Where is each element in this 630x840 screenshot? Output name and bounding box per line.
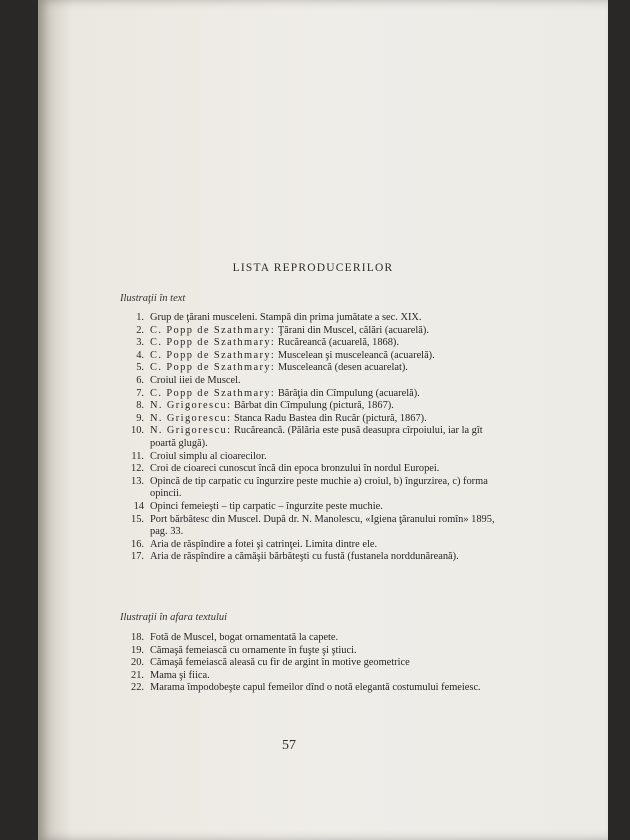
list-item: [110, 388, 495, 401]
illustrations-in-text-list: [110, 312, 495, 564]
item-number: 8.: [136, 400, 144, 412]
item-number: 17.: [131, 551, 144, 563]
list-item: [110, 476, 495, 501]
item-text: Croi de cioareci cunoscut încă din epoca bronzului în nordul Europei.: [150, 463, 440, 475]
item-number: 11.: [131, 450, 144, 462]
item-text: Croiul iiei de Muscel.: [150, 374, 241, 386]
list-item: [110, 670, 495, 683]
item-number: 5.: [136, 362, 144, 374]
item-number: 6.: [136, 374, 144, 386]
item-author: C. Popp de Szathmary:: [150, 349, 276, 361]
page-number: 57: [282, 738, 296, 753]
list-item: [110, 645, 495, 658]
item-number: 13.: [131, 475, 144, 487]
item-author: C. Popp de Szathmary:: [150, 337, 276, 349]
item-author: C. Popp de Szathmary:: [150, 387, 276, 399]
list-item: [110, 632, 495, 645]
item-author: N. Grigorescu:: [150, 400, 232, 412]
item-number: 20.: [131, 657, 144, 669]
item-number: 14: [133, 500, 144, 512]
item-number: 3.: [136, 337, 144, 349]
item-text: Ţărani din Muscel, călări (acuarelă).: [275, 324, 429, 336]
item-author: N. Grigorescu:: [150, 425, 232, 437]
list-item: [110, 375, 495, 388]
item-number: 12.: [131, 463, 144, 475]
item-text: Grup de ţărani musceleni. Stampă din prima jumătate a sec. XIX.: [150, 312, 422, 323]
item-number: 15.: [131, 513, 144, 525]
list-item: [110, 400, 495, 413]
illustrations-outside-text-list: [110, 632, 495, 695]
item-text: Muscelean şi musceleancă (acuarelă).: [275, 349, 435, 361]
item-number: 22.: [131, 682, 144, 694]
item-text: Stanca Radu Bastea din Rucăr (pictură, 1867).: [231, 412, 427, 424]
item-author: C. Popp de Szathmary:: [150, 362, 276, 374]
item-number: 19.: [131, 644, 144, 656]
list-item: [110, 451, 495, 464]
item-text: Fotă de Muscel, bogat ornamentată la capete.: [150, 632, 339, 643]
item-number: 4.: [136, 349, 144, 361]
list-item: [110, 501, 495, 514]
list-item: [110, 413, 495, 426]
section-heading-outside-text: Ilustraţii în afara textului: [120, 612, 228, 623]
list-item: [110, 551, 495, 564]
page-title: LISTA REPRODUCERILOR: [232, 262, 394, 274]
item-text: Port bărbătesc din Muscel. După dr. N. Manolescu, «Igiena ţăranului romîn» 1895, pag. 33.: [150, 513, 495, 538]
list-item: [110, 463, 495, 476]
list-item: [110, 312, 495, 325]
item-text: Bărbat din Cîmpulung (pictură, 1867).: [231, 400, 394, 412]
item-number: 16.: [131, 538, 144, 550]
list-item: [110, 657, 495, 670]
list-item: [110, 539, 495, 552]
list-item: [110, 325, 495, 338]
item-text: Musceleancă (desen acuarelat).: [275, 362, 408, 374]
section-heading-in-text: Ilustraţii în text: [120, 293, 186, 304]
list-item: [110, 514, 495, 539]
item-number: 18.: [131, 632, 144, 643]
list-item: [110, 362, 495, 375]
list-item: [110, 350, 495, 363]
list-item: [110, 337, 495, 350]
item-text: Croiul simplu al cioarecilor.: [150, 450, 267, 462]
list-item: [110, 682, 495, 695]
item-text: Aria de răspîndire a cămăşii bărbăteşti cu fustă (fustanela norddunăreană).: [150, 551, 459, 563]
item-number: 21.: [131, 669, 144, 681]
list-item: [110, 425, 495, 450]
item-text: Bărăţia din Cîmpulung (acuarelă).: [275, 387, 420, 399]
item-author: N. Grigorescu:: [150, 412, 232, 424]
item-text: Cămaşă femeiască aleasă cu fir de argint în motive geometrice: [150, 657, 410, 669]
book-page: [38, 0, 608, 840]
item-text: Opincă de tip carpatic cu îngurzire peste muchie a) croiul, b) îngurzirea, c) forma opincii.: [150, 475, 488, 500]
item-text: Cămaşă femeiască cu ornamente în fuşte şi ştiuci.: [150, 644, 357, 656]
item-text: Mama şi fiica.: [150, 669, 210, 681]
item-text: Opinci femeieşti – tip carpatic – îngurzite peste muchie.: [150, 500, 383, 512]
item-number: 7.: [136, 387, 144, 399]
item-text: Rucăreancă. (Pălăria este pusă deasupra cîrpoiului, iar la gît poartă glugă).: [150, 425, 483, 449]
item-text: Aria de răspîndire a fotei şi catrinţei. Limita dintre ele.: [150, 538, 378, 550]
item-number: 9.: [136, 412, 144, 424]
item-text: Rucăreancă (acuarelă, 1868).: [275, 337, 399, 349]
item-text: Marama împodobeşte capul femeilor dînd o notă elegantă costumului femeiesc.: [150, 682, 481, 694]
item-number: 2.: [136, 324, 144, 336]
item-author: C. Popp de Szathmary:: [150, 324, 276, 336]
item-number: 10.: [131, 425, 144, 437]
item-number: 1.: [136, 312, 144, 323]
